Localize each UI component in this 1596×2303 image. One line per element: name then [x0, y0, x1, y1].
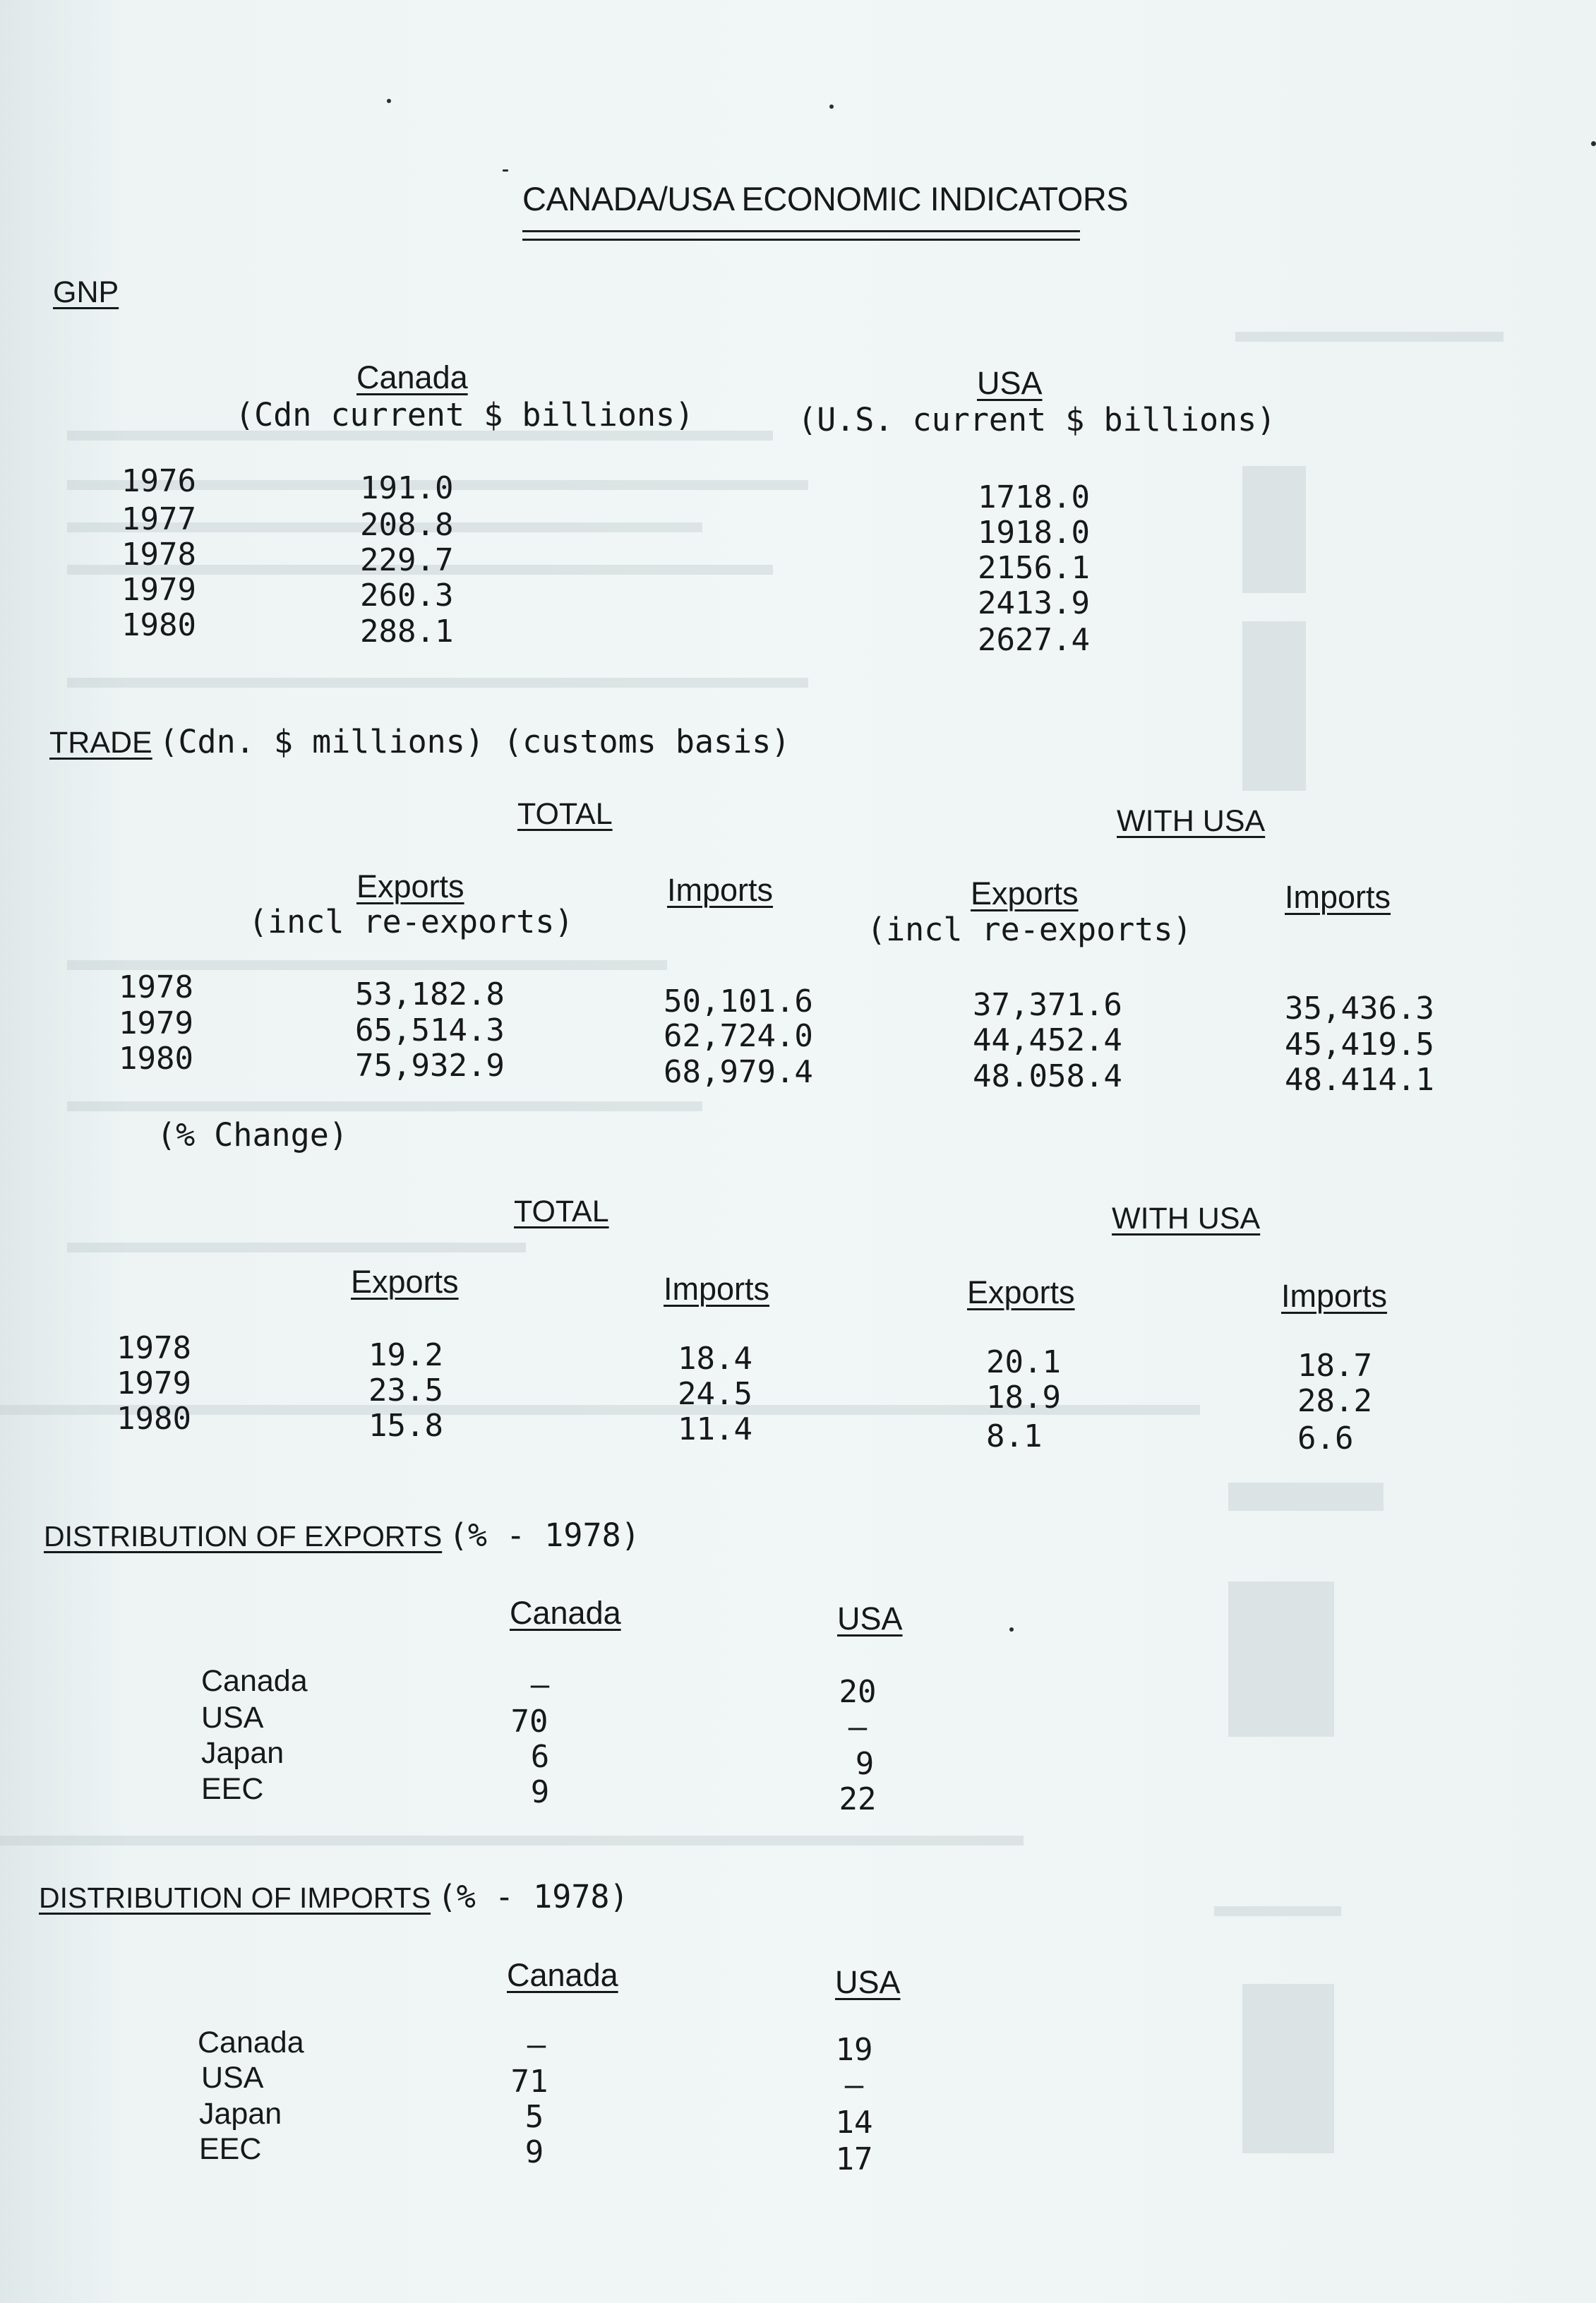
dist-exports-usa-header: USA	[837, 1601, 903, 1637]
pct-usa-imports: 6.6	[1297, 1420, 1354, 1456]
dist-imports-canada-value: 71	[510, 2064, 548, 2100]
dist-exports-canada-value: 9	[530, 1774, 550, 1810]
trade-total-imports: 50,101.6	[664, 983, 813, 1019]
dist-exports-heading: DISTRIBUTION OF EXPORTS	[44, 1520, 443, 1553]
gnp-canada-unit: (Cdn current $ billions)	[235, 396, 695, 433]
dist-exports-country: USA	[201, 1701, 264, 1735]
dist-imports-usa-value: 19	[835, 2032, 873, 2068]
dist-exports-usa-value: 22	[839, 1781, 877, 1817]
gnp-usa-value: 2156.1	[978, 550, 1090, 586]
pct-total-exports: 19.2	[368, 1337, 443, 1373]
dist-imports-canada-header: Canada	[507, 1957, 618, 1993]
pct-usa-imports: 18.7	[1297, 1348, 1372, 1384]
gnp-canada-value: 288.1	[360, 614, 454, 650]
pct-usa-exports: 8.1	[986, 1418, 1043, 1454]
speck	[1591, 141, 1596, 146]
dist-imports-country: USA	[201, 2061, 264, 2095]
dist-imports-usa-value: 17	[835, 2141, 873, 2177]
trade-total-exports: 53,182.8	[355, 976, 505, 1012]
pct-usa-imports-header: Imports	[1281, 1278, 1388, 1314]
pct-usa-exports-header: Exports	[967, 1274, 1075, 1310]
trade-usa-imports: 45,419.5	[1285, 1027, 1434, 1063]
dist-exports-canada-value: 6	[530, 1739, 550, 1775]
gnp-year: 1976	[121, 463, 196, 499]
pct-usa-exports: 18.9	[986, 1380, 1061, 1416]
gnp-canada-value: 229.7	[360, 542, 454, 578]
trade-usa-exports: 37,371.6	[973, 987, 1122, 1023]
gnp-heading: GNP	[53, 275, 119, 309]
pct-change-heading: (% Change)	[157, 1116, 348, 1154]
trade-usa-imports: 35,436.3	[1285, 991, 1434, 1027]
trade-heading-units: (Cdn. $ millions) (customs basis)	[159, 723, 791, 760]
gnp-usa-value: 1718.0	[978, 479, 1090, 515]
dist-imports-heading-line	[39, 1878, 629, 1915]
trade-total-incl-note: (incl re-exports)	[248, 903, 574, 940]
pct-usa-imports: 28.2	[1297, 1383, 1372, 1419]
gnp-usa-value: 1918.0	[978, 515, 1090, 551]
pct-total-exports-header: Exports	[351, 1264, 459, 1300]
gnp-usa-unit: (U.S. current $ billions)	[798, 401, 1276, 438]
pct-total-exports: 15.8	[368, 1408, 443, 1444]
speck	[387, 99, 391, 103]
dist-imports-country: Canada	[198, 2026, 304, 2059]
pct-total-imports: 11.4	[678, 1411, 752, 1447]
trade-heading: TRADE	[49, 726, 152, 760]
gnp-usa-header: USA	[977, 365, 1043, 401]
dist-exports-canada-value: 70	[510, 1704, 548, 1740]
trade-total-exports: 65,514.3	[355, 1012, 505, 1048]
dist-exports-canada-header: Canada	[510, 1595, 621, 1631]
dist-imports-canada-value: 5	[524, 2099, 544, 2135]
gnp-year: 1977	[121, 501, 196, 537]
gnp-canada-value: 208.8	[360, 507, 454, 543]
gnp-usa-value: 2627.4	[978, 622, 1090, 658]
pct-total-exports: 23.5	[368, 1372, 443, 1408]
trade-year: 1979	[119, 1005, 193, 1041]
title-underline	[522, 230, 1080, 232]
trade-usa-imports-header: Imports	[1285, 879, 1391, 915]
page-title: CANADA/USA ECONOMIC INDICATORS	[522, 180, 1129, 217]
pct-total-header: TOTAL	[514, 1195, 609, 1228]
speck	[1009, 1627, 1014, 1632]
pct-year: 1978	[116, 1330, 191, 1366]
gnp-year: 1980	[121, 607, 196, 643]
dist-exports-country: Canada	[201, 1664, 308, 1698]
trade-usa-incl-note: (incl re-exports)	[867, 911, 1192, 948]
gnp-year: 1978	[121, 537, 196, 573]
dist-exports-country: EEC	[201, 1772, 264, 1806]
dist-imports-canada-value: 9	[524, 2134, 544, 2170]
gnp-year: 1979	[121, 572, 196, 608]
pct-year: 1979	[116, 1365, 191, 1401]
dist-imports-canada-value: –	[527, 2027, 546, 2063]
gnp-canada-header: Canada	[356, 359, 468, 395]
trade-heading-line	[49, 723, 791, 760]
pct-total-imports-header: Imports	[664, 1271, 770, 1307]
trade-usa-exports-header: Exports	[971, 875, 1079, 911]
speck	[829, 104, 834, 109]
gnp-canada-value: 260.3	[360, 578, 454, 614]
dist-exports-heading-year: (% - 1978)	[448, 1517, 640, 1554]
trade-usa-imports: 48.414.1	[1285, 1062, 1434, 1098]
pct-total-imports: 18.4	[678, 1341, 752, 1377]
dist-exports-usa-value: 9	[855, 1746, 875, 1782]
trade-total-exports-header: Exports	[356, 868, 464, 904]
dist-imports-country: EEC	[199, 2132, 262, 2166]
dist-imports-heading-year: (% - 1978)	[437, 1878, 629, 1915]
trade-year: 1978	[119, 969, 193, 1005]
pct-with-usa-header: WITH USA	[1112, 1202, 1261, 1236]
dist-imports-usa-value: 14	[835, 2105, 873, 2141]
trade-total-exports: 75,932.9	[355, 1048, 505, 1084]
trade-total-header: TOTAL	[517, 797, 613, 831]
dist-exports-heading-line	[44, 1517, 640, 1554]
gnp-usa-value: 2413.9	[978, 585, 1090, 621]
trade-with-usa-header: WITH USA	[1117, 804, 1266, 838]
pct-year: 1980	[116, 1401, 191, 1437]
trade-usa-exports: 44,452.4	[973, 1022, 1122, 1058]
speck	[503, 169, 508, 172]
pct-total-imports: 24.5	[678, 1376, 752, 1412]
trade-total-imports: 68,979.4	[664, 1054, 813, 1090]
dist-exports-usa-value: 20	[839, 1674, 877, 1710]
dist-exports-usa-value: –	[848, 1709, 868, 1745]
trade-total-imports: 62,724.0	[664, 1018, 813, 1054]
dist-imports-country: Japan	[199, 2097, 282, 2131]
trade-year: 1980	[119, 1041, 193, 1077]
dist-exports-canada-value: –	[530, 1667, 550, 1703]
title-underline	[522, 239, 1080, 241]
dist-imports-heading: DISTRIBUTION OF IMPORTS	[39, 1882, 431, 1914]
dist-imports-usa-header: USA	[835, 1964, 901, 2000]
pct-usa-exports: 20.1	[986, 1344, 1061, 1380]
dist-imports-usa-value: –	[844, 2067, 864, 2103]
trade-total-imports-header: Imports	[667, 872, 774, 908]
gnp-canada-value: 191.0	[360, 470, 454, 506]
dist-exports-country: Japan	[201, 1736, 284, 1770]
trade-usa-exports: 48.058.4	[973, 1058, 1122, 1094]
